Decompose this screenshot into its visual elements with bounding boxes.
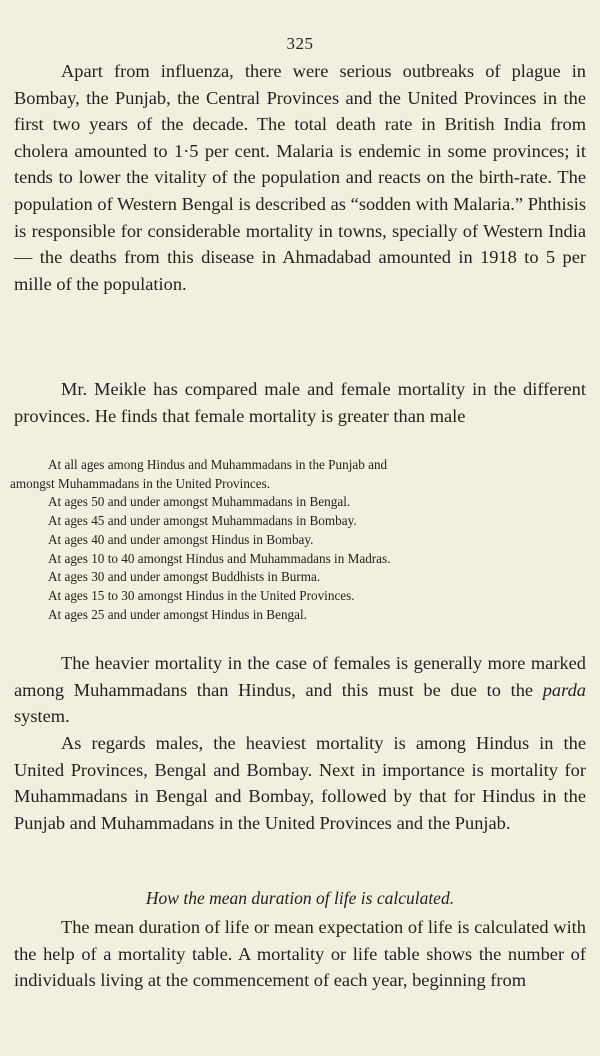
paragraph-meikle-comparison: Mr. Meikle has compared male and female mortality in the different provinces. He finds that female mortality is greater than male <box>14 379 586 426</box>
parda-emphasis: parda <box>542 679 586 700</box>
female-mortality-list <box>10 456 590 624</box>
list-item: At ages 50 and under amongst Muhammadans in Bengal. <box>48 494 351 510</box>
section-heading: How the mean duration of life is calculated. <box>145 888 455 908</box>
list-item: At ages 30 and under amongst Buddhists in Burma. <box>48 569 321 585</box>
list-item: At ages 15 to 30 amongst Hindus in the United Provinces. <box>48 587 355 603</box>
paragraph-female-mortality: The heavier mortality in the case of females is generally more marked among Muhammadans than Hindus, and this must be due to the parda system. <box>14 653 586 727</box>
list-item: amongst Muhammadans in the United Provinces. <box>10 475 271 491</box>
paragraph-disease-outbreaks: Apart from influenza, there were serious outbreaks of plague in Bombay, the Punjab, the Central Provinces and the United Provinces in the first two years of the decade. The total death rate in British India from cholera amounted to 1·5 per cent. Malaria is endemic in some provinces; it tends to lower the vitality of the population and reacts on the birth-rate. The population of Western Bengal is described as “sodden with Malaria.” Phthisis is responsible for considerable mortality in towns, specially of Western India— the deaths from this disease in Ahmadabad amounted in 1918 to 5 per mille of the population. <box>14 61 586 294</box>
page-number: 325 <box>286 34 314 53</box>
list-item: At ages 40 and under amongst Hindus in Bombay. <box>48 531 314 547</box>
paragraph-male-mortality: As regards males, the heaviest mortality is among Hindus in the United Provinces, Bengal and Bombay. Next in importance is mortality for Muhammadans in Bengal and Bombay, followed by that for Hindus in the Punjab and Muhammadans in the United Provinces and the Punjab. <box>14 733 586 833</box>
paragraph-mean-duration: The mean duration of life or mean expectation of life is calculated with the help of a mortality table. A mortality or life table shows the number of individuals living at the commencement of each year, beginning from <box>14 917 586 991</box>
list-item: At ages 45 and under amongst Muhammadans in Bombay. <box>48 513 357 529</box>
list-item: At ages 25 and under amongst Hindus in Bengal. <box>48 606 307 622</box>
list-item: At all ages among Hindus and Muhammadans in the Punjab and <box>48 457 388 472</box>
list-item: At ages 10 to 40 amongst Hindus and Muhammadans in Madras. <box>48 550 391 566</box>
